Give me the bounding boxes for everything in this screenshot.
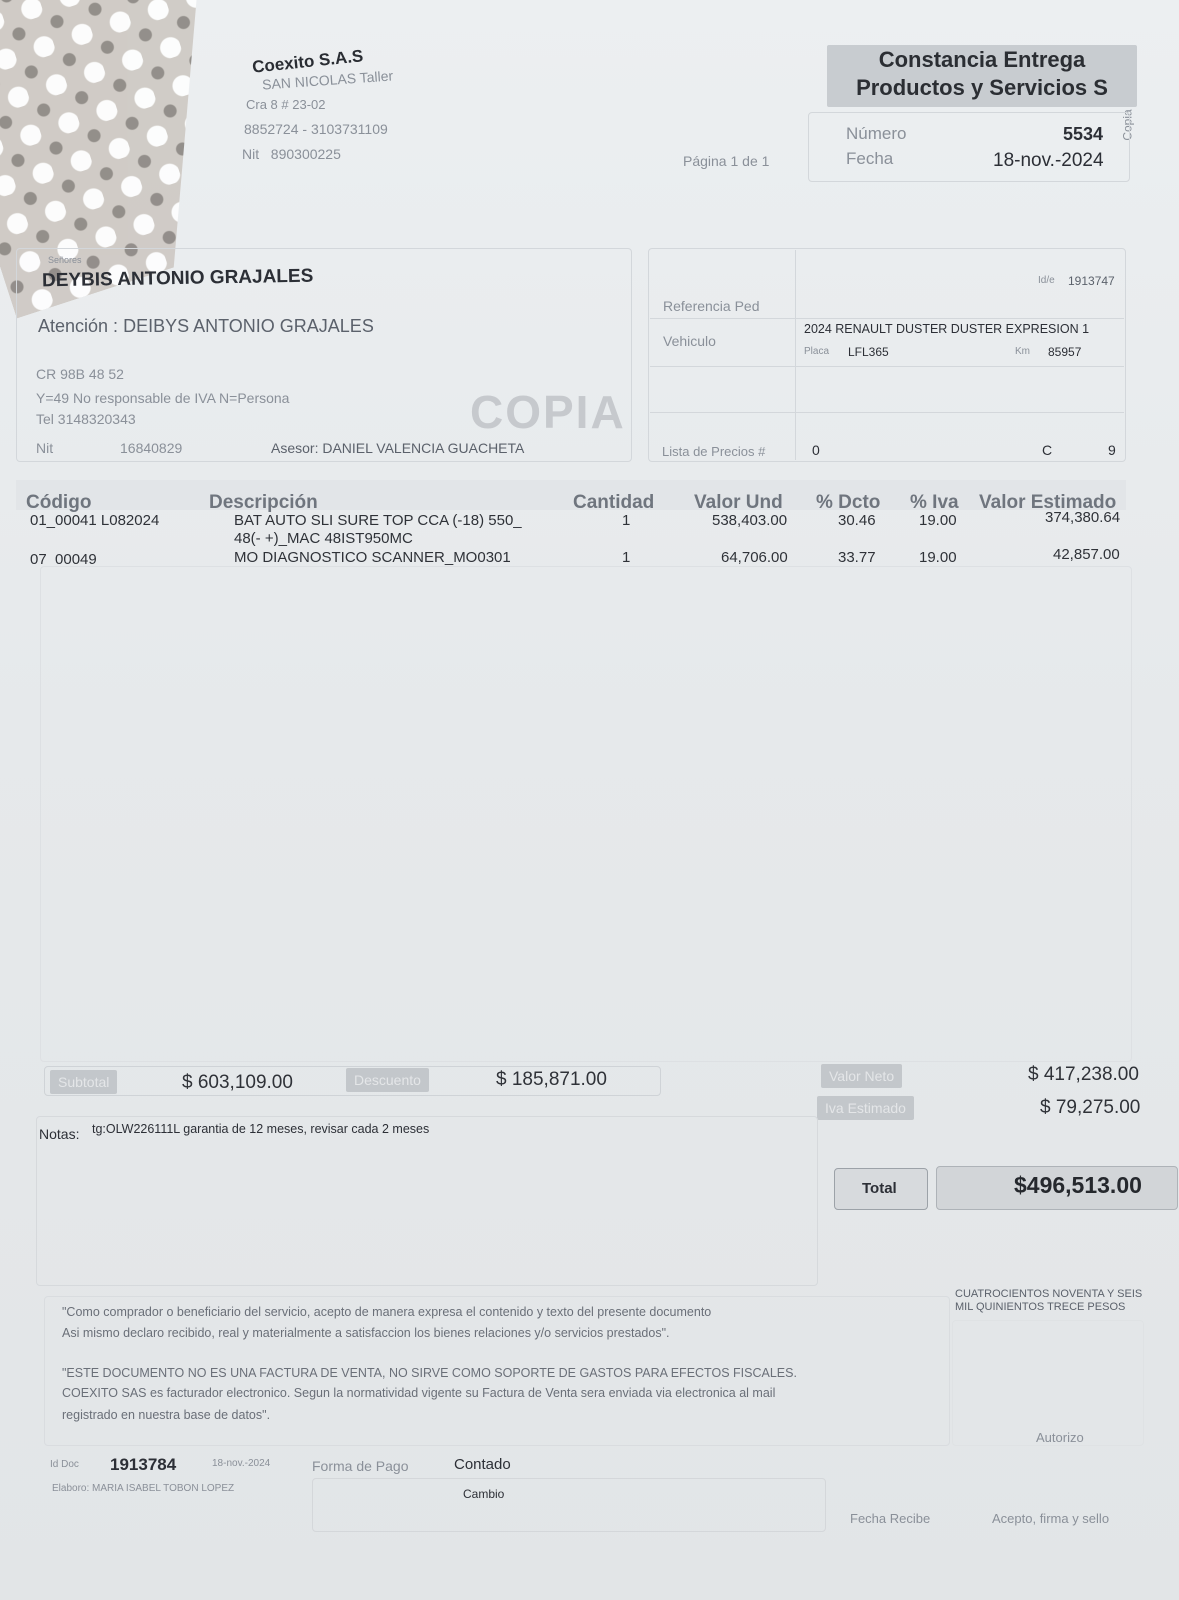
footer-date: 18-nov.-2024 xyxy=(212,1458,271,1469)
col-header-discount: % Dcto xyxy=(816,492,881,513)
fecha-label: Fecha xyxy=(846,149,894,168)
iddoc-label: Id Doc xyxy=(50,1459,79,1470)
subtotal-value: $ 603,109.00 xyxy=(182,1072,293,1093)
row-quantity: 1 xyxy=(622,549,631,566)
cashier: Elaboro: MARIA ISABEL TOBON LOPEZ xyxy=(52,1483,235,1494)
accept-label: Acepto, firma y sello xyxy=(992,1511,1110,1526)
row-estimated: 374,380.64 xyxy=(1045,509,1121,526)
payment-value: Contado xyxy=(454,1456,511,1473)
payment-label: Forma de Pago xyxy=(312,1458,409,1474)
row-description: MO DIAGNOSTICO SCANNER_MO0301 xyxy=(234,549,511,566)
received-date-label: Fecha Recibe xyxy=(850,1511,931,1526)
table-header-bg xyxy=(16,480,1126,510)
id-value: 1913747 xyxy=(1068,274,1115,288)
row-iva: 19.00 xyxy=(919,512,957,529)
company-address: Cra 8 # 23-02 xyxy=(246,97,326,112)
row-unit-value: 64,706.00 xyxy=(721,549,788,566)
company-nit xyxy=(242,146,341,162)
table-body-area xyxy=(40,566,1132,1062)
price-list-label: Lista de Precios # xyxy=(662,444,766,459)
notes-text: tg:OLW226111L garantia de 12 meses, revisar cada 2 meses xyxy=(92,1122,430,1136)
referencia-label: Referencia Ped xyxy=(663,298,760,314)
row-discount: 33.77 xyxy=(838,549,876,566)
company-name: Coexito S.A.S xyxy=(251,46,365,77)
page-number: Página 1 de 1 xyxy=(683,153,770,169)
numero-value: 5534 xyxy=(1063,124,1104,144)
subtotal-label: Subtotal xyxy=(50,1070,117,1094)
legal-line-1: "Como comprador o beneficiario del servicio, acepto de manera expresa el contenido y texto del presente documento xyxy=(62,1305,712,1319)
row-iva: 19.00 xyxy=(919,549,957,566)
notes-label: Notas: xyxy=(39,1126,80,1142)
legal-line-4: COEXITO SAS es facturador electronico. Segun la normatividad vigente su Factura de Venta sera enviada via electronica al mail xyxy=(62,1386,776,1400)
total-value: $496,513.00 xyxy=(1014,1172,1142,1198)
client-tel: Tel 3148320343 xyxy=(36,411,136,427)
numero-label: Número xyxy=(846,124,907,143)
attention-value: DEIBYS ANTONIO GRAJALES xyxy=(123,316,374,336)
company-phones: 8852724 - 3103731109 xyxy=(244,121,388,137)
km-value: 85957 xyxy=(1048,345,1082,359)
iva-label: Iva Estimado xyxy=(817,1096,914,1120)
vehiculo-label: Vehiculo xyxy=(663,333,716,349)
placa-value: LFL365 xyxy=(848,345,889,359)
authorize-label: Autorizo xyxy=(1036,1430,1084,1445)
authorize-box xyxy=(952,1320,1144,1446)
senores-label: Señores xyxy=(48,255,82,265)
vehicle-box-divider-1 xyxy=(650,318,1124,319)
c-label: C xyxy=(1042,442,1053,458)
iddoc-value: 1913784 xyxy=(110,1455,177,1474)
document-title-line2: Productos y Servicios S xyxy=(856,75,1108,100)
client-nit: 16840829 xyxy=(120,440,183,456)
client-name: DEYBIS ANTONIO GRAJALES xyxy=(41,265,314,292)
discount-label: Descuento xyxy=(346,1068,429,1092)
col-header-estimated: Valor Estimado xyxy=(979,492,1117,513)
col-header-unit-value: Valor Und xyxy=(694,492,783,513)
vehicle-box-divider-3 xyxy=(650,412,1124,413)
row-unit-value: 538,403.00 xyxy=(712,512,788,529)
row-quantity: 1 xyxy=(622,512,631,529)
km-label: Km xyxy=(1015,346,1030,357)
vehicle-value: 2024 RENAULT DUSTER DUSTER EXPRESION 1 xyxy=(804,322,1090,336)
client-nit-label: Nit xyxy=(36,440,54,456)
change-label: Cambio xyxy=(463,1487,505,1501)
col-header-description: Descripción xyxy=(209,492,318,513)
attention-label: Atención : xyxy=(38,316,119,336)
row-code: 01_00041 L082024 xyxy=(30,512,160,529)
client-tax-status: Y=49 No responsable de IVA N=Persona xyxy=(36,390,290,406)
legal-line-5: registrado en nuestra base de datos". xyxy=(62,1408,271,1422)
client-advisor: Asesor: DANIEL VALENCIA GUACHETA xyxy=(271,440,525,456)
iva-value: $ 79,275.00 xyxy=(1040,1097,1141,1118)
fecha-value: 18-nov.-2024 xyxy=(993,150,1104,171)
row-estimated: 42,857.00 xyxy=(1053,546,1120,563)
col-header-quantity: Cantidad xyxy=(573,492,655,513)
company-nit-label: Nit xyxy=(242,146,260,162)
row-code: 07_00049 xyxy=(30,551,97,568)
col-header-iva: % Iva xyxy=(910,492,959,513)
client-address: CR 98B 48 52 xyxy=(36,366,124,382)
notes-box xyxy=(36,1116,818,1286)
vehicle-box-divider-v xyxy=(795,250,796,460)
company-nit-value: 890300225 xyxy=(270,146,341,162)
copy-stamp: COPIA xyxy=(470,386,626,438)
vehicle-box-divider-2 xyxy=(650,366,1124,367)
net-value: $ 417,238.00 xyxy=(1028,1064,1139,1085)
price-list-value: 0 xyxy=(812,442,820,458)
row-description: BAT AUTO SLI SURE TOP CCA (-18) 550_ xyxy=(234,512,522,529)
c-value: 9 xyxy=(1108,442,1116,458)
legal-line-3: "ESTE DOCUMENTO NO ES UNA FACTURA DE VENTA, NO SIRVE COMO SOPORTE DE GASTOS PARA EFECTOS FISCALES. xyxy=(62,1366,797,1380)
change-box xyxy=(312,1478,826,1532)
discount-value: $ 185,871.00 xyxy=(496,1069,607,1090)
copy-tag: Copia xyxy=(1120,109,1135,141)
total-in-words-1: CUATROCIENTOS NOVENTA Y SEIS xyxy=(955,1288,1143,1300)
client-attention xyxy=(38,316,374,337)
total-in-words-2: MIL QUINIENTOS TRECE PESOS xyxy=(955,1301,1126,1313)
document-title-line1: Constancia Entrega xyxy=(878,47,1086,72)
placa-label: Placa xyxy=(804,346,830,357)
net-label: Valor Neto xyxy=(821,1064,902,1088)
row-discount: 30.46 xyxy=(838,512,876,529)
legal-line-2: Asi mismo declaro recibido, real y materialmente a satisfaccion los bienes relaciones y/o servicios prestados". xyxy=(62,1326,670,1340)
row-description-cont: 48(- +)_MAC 48IST950MC xyxy=(234,530,413,547)
company-branch: SAN NICOLAS Taller xyxy=(261,67,394,93)
total-label: Total xyxy=(862,1180,897,1197)
document-title-box xyxy=(827,45,1137,107)
col-header-code: Código xyxy=(26,492,92,513)
id-label: Id/e xyxy=(1038,275,1055,286)
